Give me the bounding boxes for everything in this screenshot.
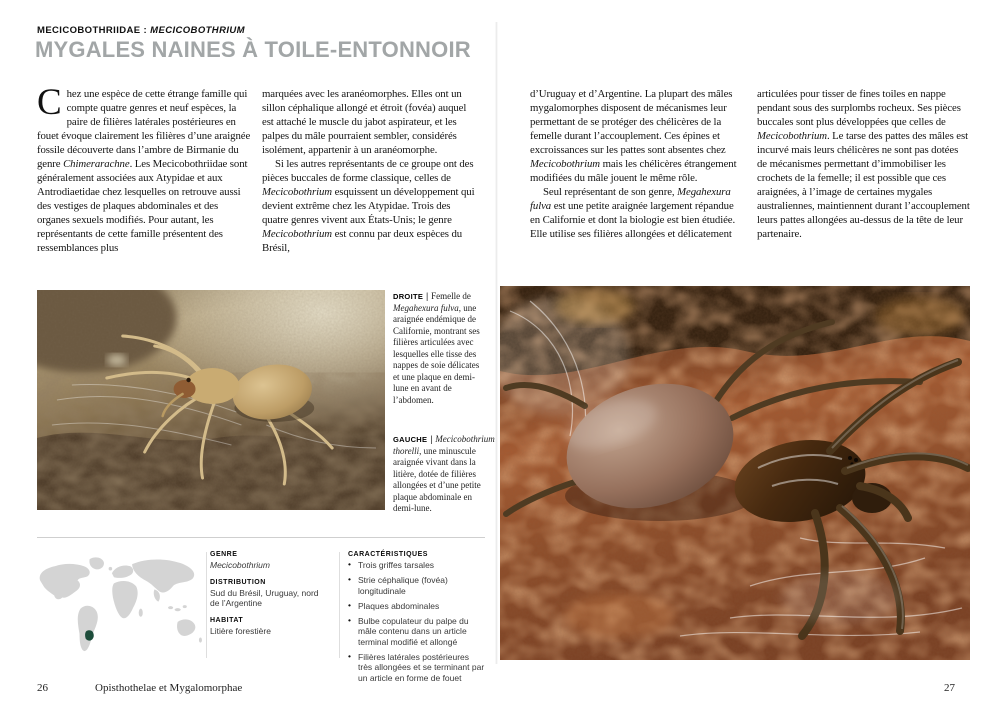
text-column-3	[530, 87, 745, 287]
spider-eye	[186, 378, 190, 382]
page-title: MYGALES NAINES À TOILE-ENTONNOIR	[35, 37, 471, 62]
photo-mecicobothrium-thorelli	[37, 290, 385, 510]
distribution-label: DISTRIBUTION	[210, 578, 266, 586]
characteristic-item: • Plaques abdominales	[348, 601, 485, 612]
section-kicker: MECICOBOTHRIIDAE : MECICOBOTHRIUM	[37, 25, 245, 36]
distribution-highlight	[85, 630, 94, 640]
photo-right-art	[500, 286, 970, 660]
running-book-title: Opisthothelae et Mygalomorphae	[95, 682, 243, 694]
factbox-characteristics-column	[348, 551, 485, 688]
page-fold	[495, 22, 498, 664]
characteristic-item: • Bulbe copulateur du palpe du mâle contenu dans un article terminal modifié et allongé	[348, 616, 485, 648]
body-paragraph: d’Uruguay et d’Argentine. La plupart des mâles mygalomorphes disposent de mécanismes leur permettant de se protéger des chélicères de la femelle durant l’accouplement. Ces épines et excroissances sur les pattes sont absentes chez Mecicobothrium mais les chélicères étrangement modifiées du mâle jouent le même rôle.	[530, 88, 737, 184]
body-paragraph: Seul représentant de son genre, Megahexura fulva est une petite araignée largement répandue en Californie et dont la biologie est bien étudiée. Elle utilise ses filières allongées et délicatement	[530, 186, 736, 240]
caption-text: Mecicobothrium thorelli, une minuscule araignée vivant dans la litière, dotée de filières allongées et d’une petite plaque abdominale en demi-lune.	[393, 434, 495, 513]
photo-left-art	[37, 290, 385, 510]
text-column-4	[757, 87, 970, 287]
characteristics-label: CARACTÉRISTIQUES	[348, 551, 428, 558]
factbox-divider-1	[206, 552, 207, 658]
characteristics-list	[348, 560, 485, 683]
caption-label: DROITE	[393, 292, 424, 301]
caption-gauche	[393, 434, 495, 515]
habitat-value: Litière forestière	[210, 625, 271, 636]
factbox-genre-column	[210, 551, 330, 644]
habitat-label: HABITAT	[210, 616, 244, 624]
genre-label: GENRE	[210, 551, 238, 558]
text-column-2	[262, 87, 476, 287]
distribution-map	[33, 551, 205, 657]
world-map	[33, 551, 205, 657]
genre-value: Mecicobothrium	[210, 560, 270, 570]
caption-droite	[393, 291, 483, 406]
distribution-value: Sud du Brésil, Uruguay, nord de l’Argentine	[210, 587, 319, 608]
drop-cap: C	[37, 87, 62, 123]
text-column-1	[37, 87, 251, 287]
body-paragraph: Chez une espèce de cette étrange famille qui compte quatre genres et neuf espèces, la paire de filières latérales postérieures en fouet évoque clairement les filières d’une araignée fossile découverte dans l’ambre de Birmanie du genre Chimerarachne. Les Mecicobothriidae sont généralement associées aux Atypidae et aux Antrodiaetidae chez lesquelles on retrouve aussi des vestiges de plaques abdominales et des organes sexuels modifiés. Pour autant, les représentants de cette famille présentent des ressemblances plus	[37, 87, 251, 254]
page-number-left: 26	[37, 682, 48, 694]
factbox-divider-2	[339, 552, 340, 658]
body-paragraph: Si les autres représentants de ce groupe ont des pièces buccales de forme classique, celles de Mecicobothrium esquissent un développement qui devient extrême chez les Atypidae. Trois des quatre genres vivent aux États-Unis; le genre Mecicobothrium est connu par deux espèces du Brésil,	[262, 158, 475, 254]
photo-megahexura-fulva	[500, 286, 970, 660]
characteristic-item: • Filières latérales postérieures très allongées et se terminant par un article en forme de fouet	[348, 652, 485, 684]
world-map-land	[40, 557, 202, 651]
characteristic-item: • Trois griffes tarsales	[348, 560, 485, 571]
caption-label: GAUCHE	[393, 435, 428, 444]
body-paragraph: marquées avec les aranéomorphes. Elles ont un sillon céphalique allongé et étroit (fovéa) auquel est attaché le muscle du jabot aspirateur, et les palpes du mâle pourraient sembler, considérés isolément, appartenir à un aranéomorphe.	[262, 88, 467, 156]
caption-separator: |	[430, 434, 433, 444]
page-number-right: 27	[944, 682, 955, 694]
caption-separator: |	[426, 291, 429, 301]
body-paragraph: articulées pour tisser de fines toiles en nappe pendant sous des surplombs rocheux. Ses pièces buccales sont plus développées que celles de Mecicobothrium. Le tarse des pattes des mâles est incurvé mais leurs chélicères ne sont pas dotées de mécanismes permettant d’immobiliser les crochets de la femelle; il est possible que ces araignées, à l’image de certaines mygales australiennes, maintiennent durant l’accouplement leurs pattes allongées au-dessus de la tête de leur partenaire.	[757, 88, 970, 240]
characteristic-item: • Strie céphalique (fovéa) longitudinale	[348, 575, 485, 596]
factbox-top-rule	[37, 537, 485, 538]
spider-chelicerae	[174, 380, 196, 398]
caption-text: Femelle de Megahexura fulva, une araignée endémique de Californie, montrant ses filières articulées avec lesquelles elle tisse des nappes de soie délicates et une plaque en demi-lune en avant de l’abdomen.	[393, 291, 480, 405]
